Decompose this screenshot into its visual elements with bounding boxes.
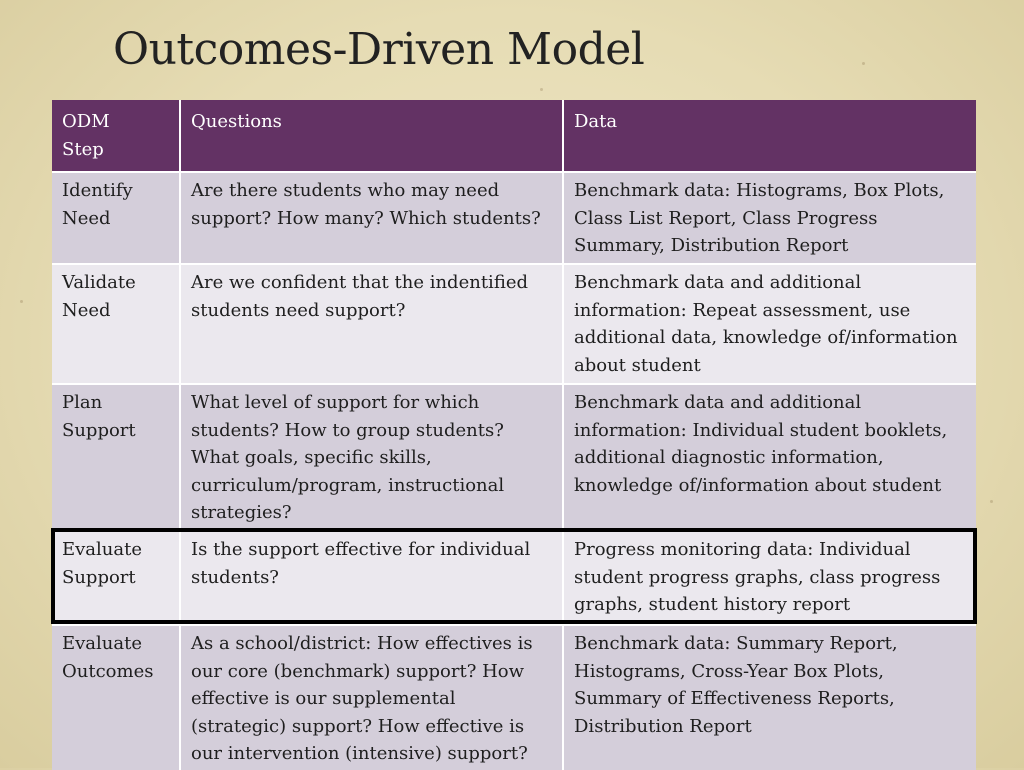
table-row [52, 384, 976, 531]
cell-questions: As a school/district: How effectives is our core (benchmark) support? How effective is our supplemental (strategic) support? How effective is our intervention (intensive) support? [180, 625, 563, 770]
step-label: Plan Support [62, 392, 136, 441]
table-header-row [52, 100, 976, 172]
table-row [52, 172, 976, 264]
step-label: Identify Need [62, 180, 133, 229]
cell-data: Benchmark data: Histograms, Box Plots, Class List Report, Class Progress Summary, Distribution Report [563, 172, 976, 264]
table-row [52, 264, 976, 384]
cell-step [52, 625, 180, 770]
cell-step [52, 531, 180, 625]
cell-data: Progress monitoring data: Individual student progress graphs, class progress graphs, student history report [563, 531, 976, 625]
step-label: Evaluate Outcomes [62, 633, 154, 682]
table-row [52, 625, 976, 770]
header-questions: Questions [180, 100, 563, 172]
cell-step [52, 264, 180, 384]
cell-data: Benchmark data and additional information: Repeat assessment, use additional data, knowledge of/information about student [563, 264, 976, 384]
decorative-speck [862, 62, 865, 65]
step-label: Evaluate Support [62, 539, 143, 588]
header-step [52, 100, 180, 172]
cell-step [52, 172, 180, 264]
slide-title: Outcomes-Driven Model [113, 24, 645, 75]
table-row-highlighted [52, 531, 976, 625]
decorative-speck [540, 88, 543, 91]
cell-questions: What level of support for which students? How to group students? What goals, specific skills, curriculum/program, instructional strategies? [180, 384, 563, 531]
cell-data: Benchmark data and additional information: Individual student booklets, additional diagnostic information, knowledge of/information about student [563, 384, 976, 531]
odm-table [52, 100, 976, 770]
step-label: Validate Need [62, 272, 136, 321]
cell-data: Benchmark data: Summary Report, Histograms, Cross-Year Box Plots, Summary of Effectiveness Reports, Distribution Report [563, 625, 976, 770]
decorative-speck [990, 500, 993, 503]
header-data: Data [563, 100, 976, 172]
cell-questions: Are we confident that the indentified students need support? [180, 264, 563, 384]
cell-questions: Is the support effective for individual students? [180, 531, 563, 625]
decorative-speck [20, 300, 23, 303]
cell-questions: Are there students who may need support? How many? Which students? [180, 172, 563, 264]
cell-step [52, 384, 180, 531]
header-step-label: ODM Step [62, 111, 110, 160]
